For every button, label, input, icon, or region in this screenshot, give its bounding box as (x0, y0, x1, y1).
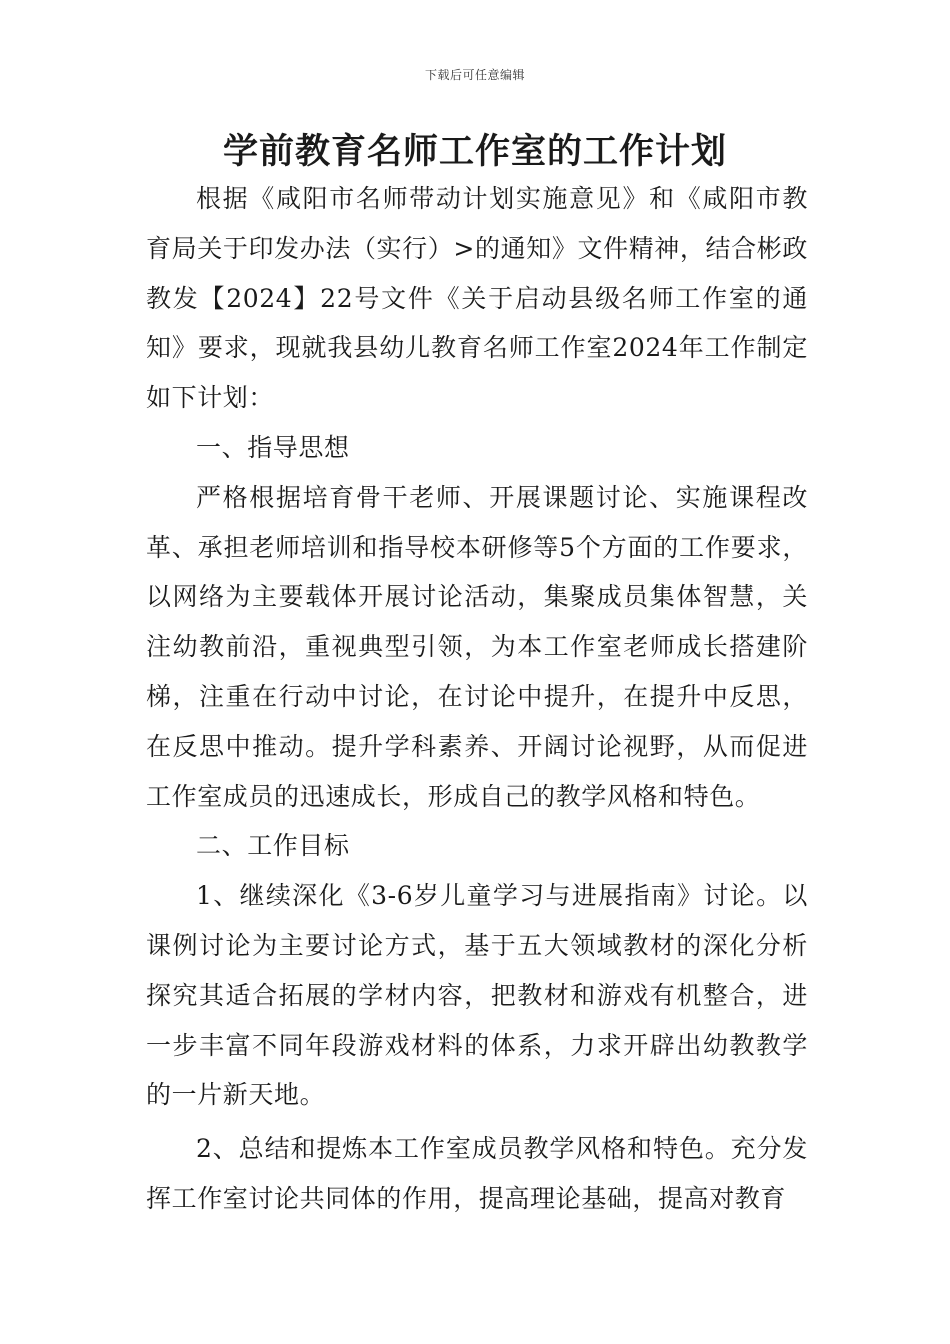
section-heading-work-goals: 二、工作目标 (196, 831, 350, 861)
section-heading-guiding-ideology: 一、指导思想 (196, 432, 350, 462)
paragraph-intro: 根据《咸阳市名师带动计划实施意见》和《咸阳市教育局关于印发办法（实行）>的通知》文件精神，结合彬政教发【2024】22号文件《关于启动县级名师工作室的通知》要求，现就我县幼儿教育名师工作室2024年工作制定如下计划： (146, 184, 808, 413)
paragraph-goal-2: 2、总结和提炼本工作室成员教学风格和特色。充分发挥工作室讨论共同体的作用，提高理论基础，提高对教育 (146, 1134, 808, 1213)
paragraph-guiding-ideology: 严格根据培育骨干老师、开展课题讨论、实施课程改革、承担老师培训和指导校本研修等5个方面的工作要求，以网络为主要载体开展讨论活动，集聚成员集体智慧，关注幼教前沿，重视典型引领，为本工作室老师成长搭建阶梯，注重在行动中讨论，在讨论中提升，在提升中反思，在反思中推动。提升学科素养、开阔讨论视野，从而促进工作室成员的迅速成长，形成自己的教学风格和特色。 (146, 482, 808, 811)
header-note: 下载后可任意编辑 (424, 68, 525, 82)
page-title: 学前教育名师工作室的工作计划 (222, 132, 727, 172)
document-body (146, 174, 808, 1224)
paragraph-goal-1: 1、继续深化《3-6岁儿童学习与进展指南》讨论。以课例讨论为主要讨论方式，基于五大领域教材的深化分析探究其适合拓展的学材内容，把教材和游戏有机整合，进一步丰富不同年段游戏材料的体系，力求开辟出幼教教学的一片新天地。 (146, 881, 808, 1110)
